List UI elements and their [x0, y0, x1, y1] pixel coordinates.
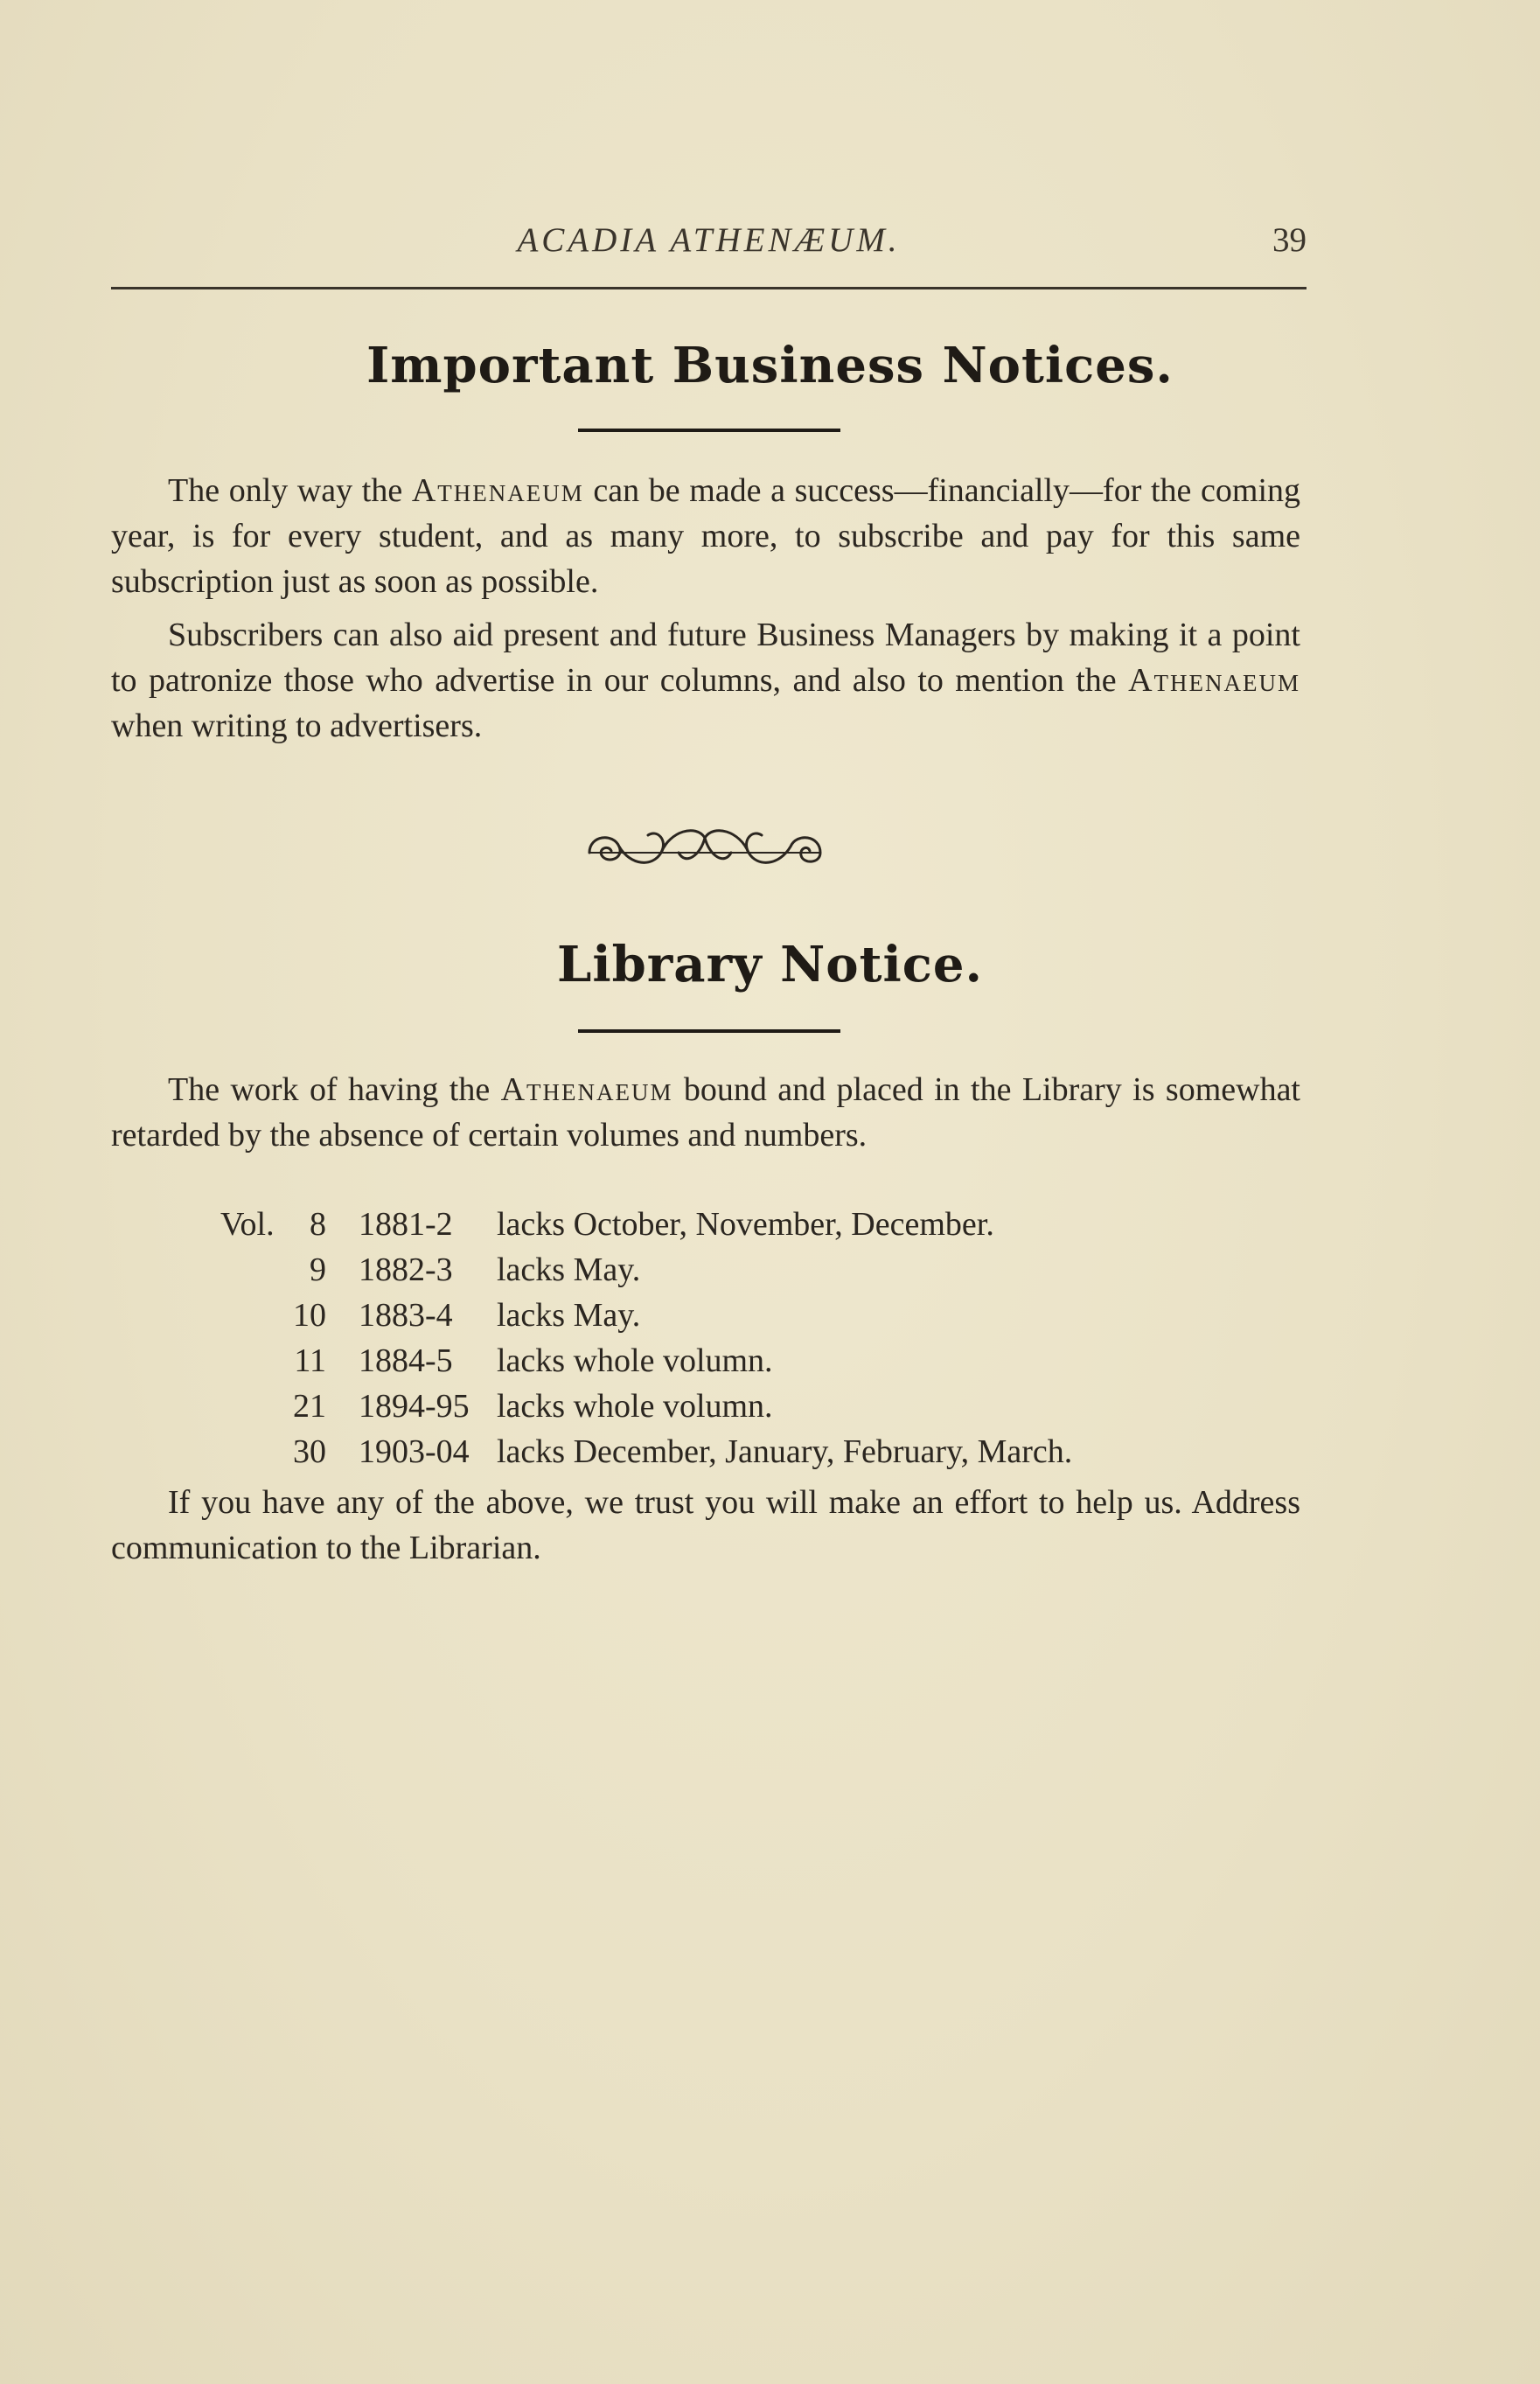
list-item — [111, 1384, 1300, 1429]
business-notices-heading: Important Business Notices. — [366, 337, 1174, 394]
volume-years: 1884-5 — [359, 1342, 453, 1379]
list-item — [111, 1202, 1300, 1247]
running-head — [111, 220, 1307, 273]
volume-number: 21 — [293, 1388, 326, 1425]
scroll-ornament-icon — [582, 813, 827, 883]
business-heading-rule — [578, 429, 840, 432]
library-closing-paragraph: If you have any of the above, we trust you will make an effort to help us. Address communication to the Librarian. — [111, 1484, 1300, 1566]
page-number: 39 — [1272, 221, 1307, 259]
volume-years: 1894-95 — [359, 1388, 470, 1425]
list-item — [111, 1293, 1300, 1338]
list-item — [111, 1338, 1300, 1384]
volume-missing: lacks December, January, February, March. — [497, 1433, 1073, 1470]
publication-name: Athenaeum — [1128, 662, 1300, 699]
volume-number: 11 — [294, 1342, 326, 1379]
volume-years: 1883-4 — [359, 1297, 453, 1334]
business-paragraph-2 — [111, 612, 1300, 749]
text-span: Subscribers can also aid present and future Business Managers by making it a point to patronize those who advertise in our columns, and also to mention the — [111, 617, 1300, 699]
volume-number: 30 — [293, 1433, 326, 1470]
text-span: The only way the — [168, 472, 412, 509]
volume-missing: lacks May. — [497, 1251, 641, 1288]
publication-name: Athenaeum — [411, 472, 584, 509]
volume-number: 8 — [310, 1206, 326, 1243]
volume-number: 10 — [293, 1297, 326, 1334]
list-item — [111, 1429, 1300, 1474]
text-span: The work of having the — [168, 1071, 501, 1108]
text-span: when writing to advertisers. — [111, 708, 483, 744]
vol-label: Vol. — [220, 1206, 275, 1243]
volume-missing: lacks whole volumn. — [497, 1388, 773, 1425]
library-notice-heading: Library Notice. — [556, 936, 984, 993]
running-title: ACADIA ATHENÆUM. — [517, 221, 901, 259]
missing-volumes-list — [111, 1202, 1300, 1474]
volume-years: 1881-2 — [359, 1206, 453, 1243]
volume-missing: lacks May. — [497, 1297, 641, 1334]
volume-number: 9 — [310, 1251, 326, 1288]
header-rule — [111, 287, 1307, 289]
library-heading-rule — [578, 1029, 840, 1033]
list-item — [111, 1247, 1300, 1293]
volume-years: 1882-3 — [359, 1251, 453, 1288]
volume-years: 1903-04 — [359, 1433, 470, 1470]
publication-name: Athenaeum — [500, 1071, 673, 1108]
volume-missing: lacks whole volumn. — [497, 1342, 773, 1379]
business-paragraph-1 — [111, 468, 1300, 604]
text-span: bound and placed in the Library is somewhat retarded by the absence of certain volumes and numbers. — [111, 1071, 1300, 1154]
volume-missing: lacks October, November, December. — [497, 1206, 994, 1243]
text-span: can be made a success—financially—for the coming year, is for every student, and as many more, to subscribe and pay for this same subscription just as soon as possible. — [111, 472, 1300, 600]
library-intro-paragraph — [111, 1067, 1300, 1158]
